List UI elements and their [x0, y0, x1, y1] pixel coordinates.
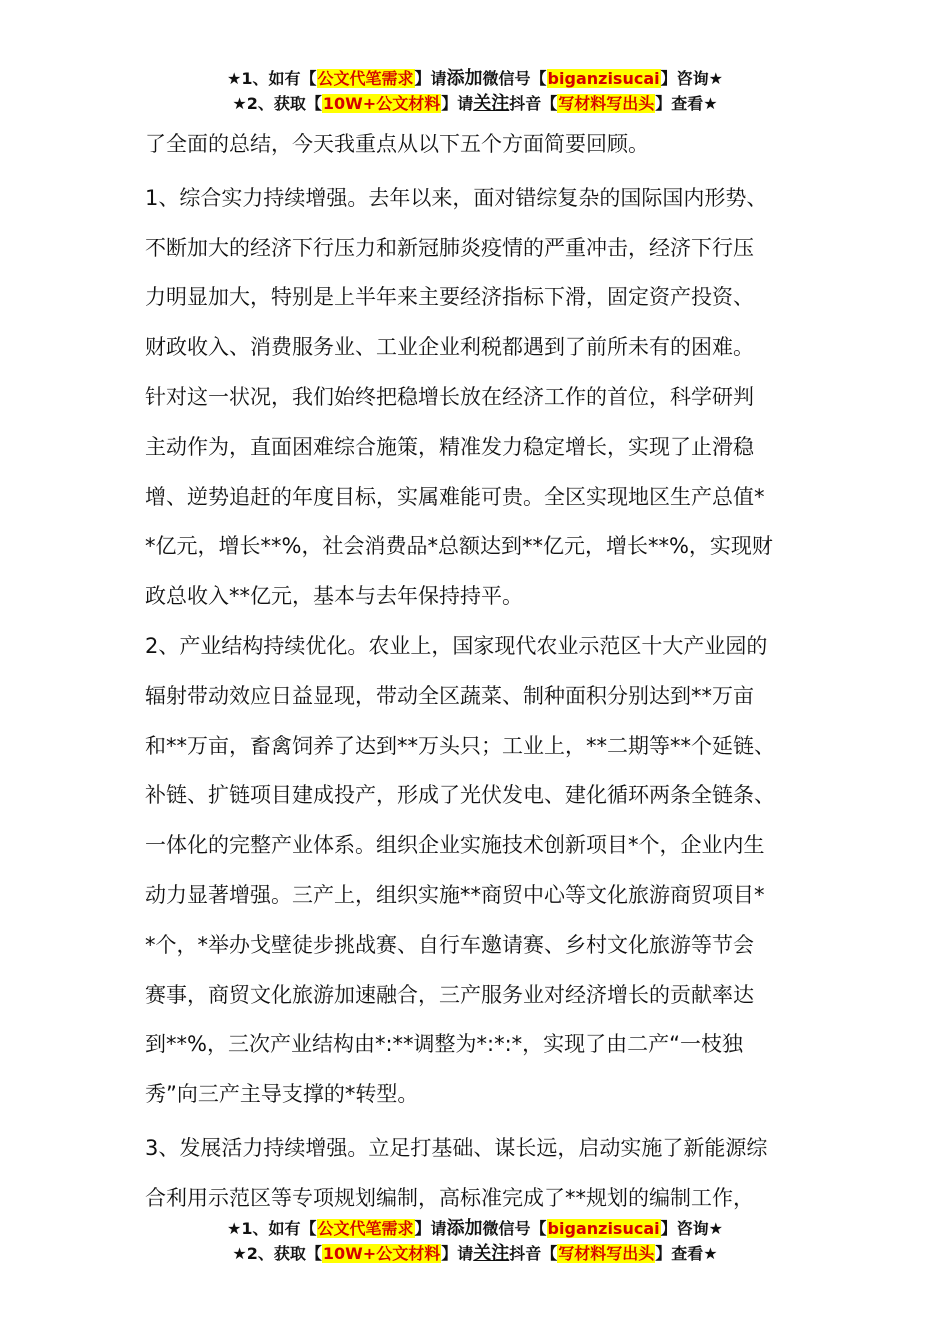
- body-line: 辐射带动效应日益显现，带动全区蔬菜、制种面积分别达到**万亩: [145, 683, 754, 708]
- ad-line-2: [0, 91, 950, 116]
- ad-highlight-wechat: biganzisucai: [547, 69, 660, 88]
- body-line: *个，*举办戈壁徒步挑战赛、自行车邀请赛、乡村文化旅游等节会: [145, 932, 754, 957]
- ad-text: 】请: [414, 69, 447, 88]
- footer-ad-banner: [0, 1216, 950, 1266]
- ad-text: 】请: [441, 94, 474, 113]
- body-line: 动力显著增强。三产上，组织实施**商贸中心等文化旅游商贸项目*: [145, 882, 765, 907]
- ad-text: 抖音【: [509, 94, 558, 113]
- ad-text: 】请: [414, 1219, 447, 1238]
- ad-line-1: [0, 66, 950, 91]
- ad-emphasis: 关注: [473, 93, 510, 114]
- body-line: 赛事，商贸文化旅游加速融合，三产服务业对经济增长的贡献率达: [145, 982, 754, 1007]
- ad-highlight: 公文代笔需求: [317, 69, 414, 88]
- ad-highlight: 10W+公文材料: [322, 1244, 441, 1263]
- ad-highlight-douyin: 写材料写出头: [558, 1244, 655, 1263]
- body-line: 1、综合实力持续增强。去年以来，面对错综复杂的国际国内形势、: [145, 185, 768, 210]
- ad-text: 】查看★: [655, 94, 718, 113]
- ad-text: ★2、获取【: [232, 1244, 322, 1263]
- ad-line-1: [0, 1216, 950, 1241]
- ad-emphasis: 关注: [473, 1243, 510, 1264]
- body-line: *亿元，增长**%，社会消费品*总额达到**亿元，增长**%，实现财: [145, 534, 773, 559]
- ad-text: 微信号【: [482, 1219, 547, 1238]
- body-line: 2、产业结构持续优化。农业上，国家现代农业示范区十大产业园的: [145, 633, 768, 658]
- ad-text: ★1、如有【: [227, 69, 317, 88]
- body-line: 一体化的完整产业体系。组织企业实施技术创新项目*个，企业内生: [145, 833, 765, 858]
- body-line: 和**万亩，畜禽饲养了达到**万头只；工业上，**二期等**个延链、: [145, 733, 775, 758]
- ad-text: 】查看★: [655, 1244, 718, 1263]
- document-body: [145, 120, 825, 1224]
- body-line: 针对这一状况，我们始终把稳增长放在经济工作的首位，科学研判: [145, 384, 754, 409]
- body-line: 财政收入、消费服务业、工业企业利税都遇到了前所未有的困难。: [145, 335, 754, 360]
- body-line: 到**%，三次产业结构由*:**调整为*:*:*，实现了由二产“一枝独: [145, 1032, 744, 1057]
- body-line: 3、发展活力持续增强。立足打基础、谋长远，启动实施了新能源综: [145, 1135, 768, 1160]
- ad-emphasis: 添加: [446, 1218, 483, 1239]
- ad-text: 】咨询★: [660, 1219, 723, 1238]
- ad-highlight: 公文代笔需求: [317, 1219, 414, 1238]
- body-line: 秀”向三产主导支撑的*转型。: [145, 1082, 419, 1107]
- ad-text: 】请: [441, 1244, 474, 1263]
- ad-emphasis: 添加: [446, 68, 483, 89]
- ad-text: 】咨询★: [660, 69, 723, 88]
- body-line: 不断加大的经济下行压力和新冠肺炎疫情的严重冲击，经济下行压: [145, 235, 754, 260]
- ad-line-2: [0, 1241, 950, 1266]
- ad-highlight-douyin: 写材料写出头: [558, 94, 655, 113]
- ad-text: ★1、如有【: [227, 1219, 317, 1238]
- body-line: 主动作为，直面困难综合施策，精准发力稳定增长，实现了止滑稳: [145, 434, 754, 459]
- ad-highlight: 10W+公文材料: [322, 94, 441, 113]
- body-line: 补链、扩链项目建成投产，形成了光伏发电、建化循环两条全链条、: [145, 783, 775, 808]
- body-line: 政总收入**亿元，基本与去年保持持平。: [145, 584, 523, 609]
- ad-highlight-wechat: biganzisucai: [547, 1219, 660, 1238]
- body-line: 增、逆势追赶的年度目标，实属难能可贵。全区实现地区生产总值*: [145, 484, 765, 509]
- ad-text: 抖音【: [509, 1244, 558, 1263]
- body-line: 了全面的总结，今天我重点从以下五个方面简要回顾。: [145, 132, 649, 156]
- header-ad-banner: [0, 66, 950, 116]
- body-line: 合利用示范区等专项规划编制，高标准完成了**规划的编制工作，: [145, 1185, 754, 1210]
- body-line: 力明显加大，特别是上半年来主要经济指标下滑，固定资产投资、: [145, 285, 754, 310]
- ad-text: 微信号【: [482, 69, 547, 88]
- ad-text: ★2、获取【: [232, 94, 322, 113]
